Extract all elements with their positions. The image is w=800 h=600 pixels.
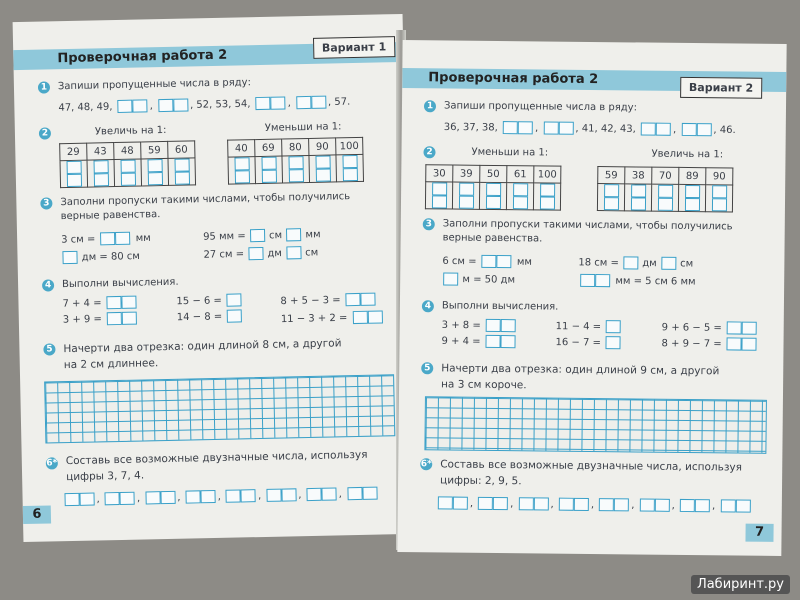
task-5-text-line2: на 3 см короче.: [441, 378, 527, 392]
answer-box[interactable]: [62, 251, 77, 264]
task-6-text-line2: цифры: 2, 9, 5.: [440, 474, 522, 488]
task-number-6: 6*: [46, 458, 58, 469]
expression: 11 − 3 + 2 =: [281, 310, 385, 325]
increase-label: Увеличь на 1:: [94, 124, 167, 138]
task-number-4: 4: [42, 279, 54, 291]
equation: дм = 80 см: [61, 250, 140, 265]
answer-cell[interactable]: [114, 159, 142, 187]
answer-box[interactable]: [347, 487, 377, 501]
expression: 7 + 4 =: [62, 296, 138, 311]
answer-box[interactable]: [186, 490, 216, 504]
answer-cell[interactable]: [168, 158, 196, 186]
answer-cell[interactable]: [678, 184, 705, 211]
answer-box[interactable]: [661, 257, 676, 270]
task-number-6: 6*: [420, 459, 432, 470]
expression: 3 + 9 =: [63, 312, 139, 327]
expression: 15 − 6 =: [176, 293, 242, 307]
expression: 8 + 5 − 3 =: [280, 293, 378, 308]
answer-cell[interactable]: [506, 183, 533, 210]
decrease-label: Уменьши на 1:: [471, 146, 549, 159]
answer-box[interactable]: [605, 336, 620, 349]
answer-box[interactable]: [352, 310, 382, 324]
answer-box[interactable]: [640, 499, 670, 512]
answer-cell[interactable]: [60, 160, 88, 188]
answer-cell[interactable]: [479, 182, 506, 209]
answer-box[interactable]: [503, 121, 533, 134]
answer-box[interactable]: [226, 489, 256, 503]
task-5-text-line2: на 2 см длиннее.: [63, 357, 159, 372]
answer-box[interactable]: [248, 247, 263, 260]
expression: 9 + 4 =: [441, 334, 517, 348]
answer-box[interactable]: [296, 96, 326, 110]
answer-box[interactable]: [681, 123, 711, 136]
answer-box[interactable]: [438, 496, 468, 509]
answer-box[interactable]: [478, 497, 508, 510]
answer-cell[interactable]: [651, 184, 678, 211]
decrease-table: 30 39 50 61 100: [425, 164, 561, 210]
right-page: [397, 40, 786, 556]
answer-cell[interactable]: [87, 160, 115, 188]
answer-box[interactable]: [107, 312, 137, 326]
left-page: [13, 14, 414, 542]
task-number-1: 1: [38, 81, 50, 93]
answer-box[interactable]: [64, 493, 94, 507]
labirint-logo: Лабиринт.ру: [691, 575, 790, 594]
expression: 16 − 7 =: [555, 336, 621, 350]
decrease-table: 40 69 80 90 100: [227, 137, 364, 185]
variant-badge: Вариант 2: [680, 77, 762, 99]
page-number: 6: [23, 505, 51, 524]
answer-cell[interactable]: [141, 158, 169, 186]
answer-box[interactable]: [482, 255, 512, 268]
task-3-text-line1: Заполни пропуски такими числами, чтобы получились: [442, 218, 733, 233]
drawing-grid[interactable]: [424, 396, 767, 454]
answer-cell[interactable]: [624, 184, 651, 211]
answer-box[interactable]: [486, 319, 516, 332]
answer-cell[interactable]: [425, 182, 452, 209]
equation: 27 см = дм см: [203, 247, 319, 261]
page-title: Проверочная работа 2: [57, 47, 228, 67]
equation: 3 см = мм: [61, 232, 151, 246]
task-number-2: 2: [39, 127, 51, 139]
answer-box[interactable]: [226, 293, 241, 306]
answer-box[interactable]: [559, 498, 589, 511]
number-sequence: 36, 37, 38, , , 41, 42, 43, , , 46.: [443, 121, 736, 136]
task-1-text: Запиши пропущенные числа в ряду:: [57, 77, 252, 93]
task-6-text-line1: Составь все возможные двузначные числа, используя: [65, 448, 368, 468]
task-number-5: 5: [43, 343, 55, 355]
answer-box[interactable]: [346, 293, 376, 307]
answer-box[interactable]: [443, 272, 458, 285]
answer-box[interactable]: [266, 488, 296, 502]
expression: 11 − 4 =: [556, 320, 622, 334]
decrease-label: Уменьши на 1:: [264, 121, 342, 134]
answer-cell[interactable]: [597, 184, 624, 211]
number-sequence: 47, 48, 49, , , 52, 53, 54, , , 57.: [58, 96, 351, 114]
answer-box[interactable]: [727, 321, 757, 334]
equation: м = 50 дм: [442, 272, 515, 286]
expression: 14 − 8 =: [177, 309, 243, 323]
answer-box[interactable]: [727, 337, 757, 350]
task-5-text-line1: Начерти два отрезка: один длиной 9 см, а другой: [441, 362, 720, 378]
expression: 8 + 9 − 7 =: [661, 337, 758, 351]
answer-cell[interactable]: [533, 183, 560, 210]
variant-badge: Вариант 1: [313, 36, 396, 59]
answer-box[interactable]: [145, 491, 175, 505]
answer-cell[interactable]: [336, 154, 364, 182]
answer-box[interactable]: [256, 96, 286, 110]
answer-box[interactable]: [286, 246, 301, 259]
answer-row: , , , , , , ,: [62, 487, 379, 507]
answer-box[interactable]: [226, 309, 241, 322]
task-3-text-line1: Заполни пропуски такими числами, чтобы получились: [60, 191, 351, 209]
answer-box[interactable]: [100, 232, 130, 246]
answer-cell[interactable]: [452, 182, 479, 209]
equation: 18 см = дм см: [578, 257, 694, 270]
page-number: 7: [745, 524, 773, 542]
answer-row: , , , , , , ,: [436, 496, 753, 512]
answer-cell[interactable]: [228, 157, 256, 185]
answer-box[interactable]: [486, 335, 516, 348]
answer-box[interactable]: [250, 229, 265, 242]
answer-box[interactable]: [307, 487, 337, 501]
task-6-text-line1: Составь все возможные двузначные числа, используя: [440, 458, 743, 474]
task-number-3: 3: [423, 218, 435, 230]
equation: мм = 5 см 6 мм: [578, 274, 696, 288]
answer-box[interactable]: [158, 98, 188, 112]
answer-cell[interactable]: [309, 155, 337, 183]
task-4-text: Выполни вычисления.: [61, 276, 179, 291]
task-number-5: 5: [421, 362, 433, 374]
task-5-text-line1: Начерти два отрезка: один длиной 8 см, а другой: [63, 337, 342, 356]
task-3-text-line2: верные равенства.: [442, 232, 543, 245]
answer-box[interactable]: [680, 499, 710, 512]
task-6-text-line2: цифры 3, 7, 4.: [66, 469, 145, 484]
answer-box[interactable]: [107, 296, 137, 310]
equation: 6 см = мм: [442, 255, 533, 268]
increase-table: 59 38 70 89 90: [597, 166, 733, 212]
answer-box[interactable]: [599, 498, 629, 511]
answer-box[interactable]: [518, 497, 548, 510]
task-1-text: Запиши пропущенные числа в ряду:: [443, 100, 638, 114]
page-title: Проверочная работа 2: [428, 70, 599, 88]
equation: 95 мм = см мм: [203, 229, 321, 243]
task-3-text-line2: верные равенства.: [60, 209, 161, 223]
answer-box[interactable]: [623, 256, 638, 269]
task-number-2: 2: [423, 146, 435, 158]
answer-cell[interactable]: [705, 185, 732, 212]
answer-box[interactable]: [118, 99, 148, 113]
task-number-1: 1: [424, 100, 436, 112]
answer-box[interactable]: [641, 123, 671, 136]
task-4-text: Выполни вычисления.: [441, 300, 559, 313]
answer-box[interactable]: [105, 492, 135, 506]
increase-label: Увеличь на 1:: [651, 148, 724, 161]
expression: 9 + 6 − 5 =: [662, 321, 759, 335]
answer-box[interactable]: [543, 121, 573, 134]
answer-cell[interactable]: [255, 156, 283, 184]
answer-box[interactable]: [286, 228, 301, 241]
answer-box[interactable]: [720, 499, 750, 512]
answer-box[interactable]: [580, 274, 610, 287]
drawing-grid[interactable]: [44, 374, 395, 443]
expression: 3 + 8 =: [442, 318, 518, 332]
task-number-4: 4: [422, 300, 434, 312]
increase-table: 29 43 48 59 60: [59, 140, 196, 188]
answer-cell[interactable]: [282, 155, 310, 183]
answer-box[interactable]: [605, 320, 620, 333]
task-number-3: 3: [40, 197, 52, 209]
